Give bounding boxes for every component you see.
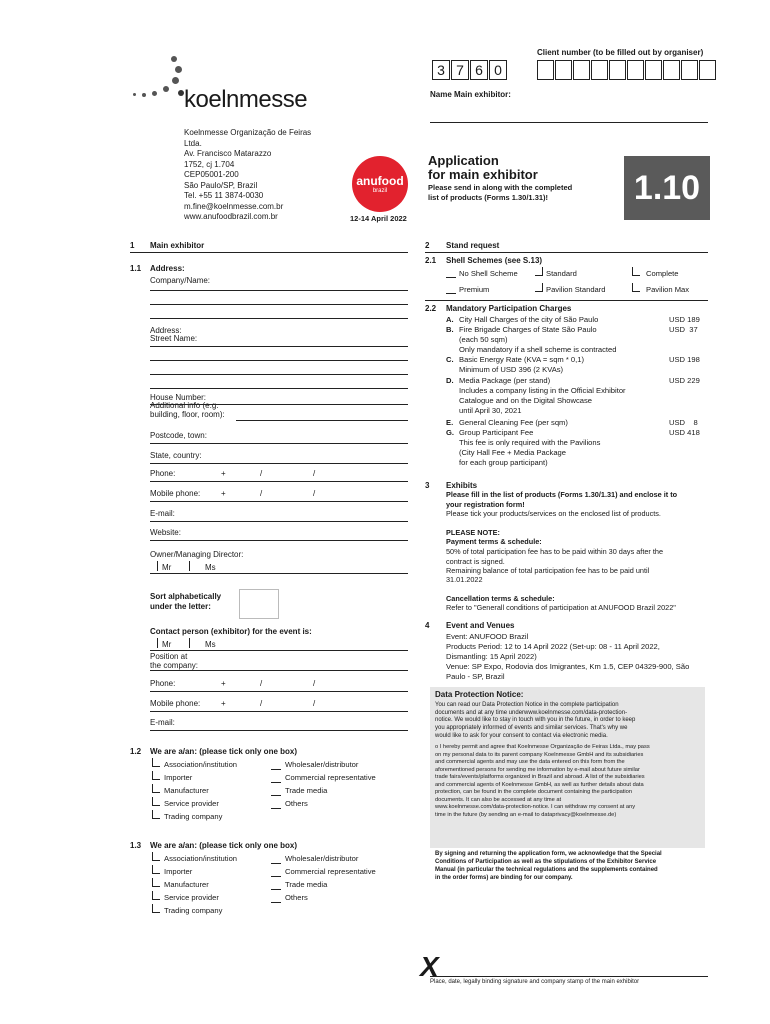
website-label: Website: (150, 528, 181, 537)
association-checkbox[interactable] (152, 852, 160, 861)
section-1-3-title: We are a/an: (please tick only one box) (150, 841, 298, 850)
phone-plus: + (221, 469, 226, 478)
charge-text: Minimum of USD 396 (2 KVAs) (459, 365, 564, 374)
street-field-2[interactable] (150, 360, 408, 361)
postcode-town-field[interactable] (150, 443, 408, 444)
client-number-cell[interactable] (609, 60, 626, 80)
client-number-cell[interactable] (537, 60, 554, 80)
commercial-rep-label: Commercial representative (285, 773, 376, 782)
commercial-rep-checkbox[interactable] (271, 876, 281, 877)
charge-text: Only mandatory if a shell scheme is contracted (459, 345, 617, 354)
street-field-3[interactable] (150, 374, 408, 375)
email-label: E-mail: (150, 509, 175, 518)
pavilion-max-checkbox[interactable] (632, 283, 640, 292)
contact-phone-label: Phone: (150, 679, 176, 688)
service-provider-checkbox[interactable] (152, 797, 160, 806)
ms-checkbox[interactable] (189, 561, 190, 571)
mobile-phone-field[interactable] (150, 501, 408, 502)
form-number-badge: 1.10 (624, 156, 710, 220)
event-dates: 12-14 April 2022 (350, 214, 407, 223)
name-main-exhibitor-line[interactable] (430, 122, 708, 123)
contact-mobile-slash: / (260, 699, 263, 708)
charge-text: Media Package (per stand) (459, 376, 551, 385)
exhibits-instruction-2: your registration form! (446, 500, 525, 509)
additional-info-label: Additional info (e.g. building, floor, room): (150, 401, 225, 419)
charge-text: Catalogue and on the Digital Showcase (459, 396, 592, 405)
charge-letter: G. (446, 428, 455, 437)
trading-company-label: Trading company (164, 906, 223, 915)
charge-text: Group Participant Fee (459, 428, 534, 437)
pavilion-standard-label: Pavilion Standard (546, 285, 606, 294)
manufacturer-checkbox[interactable] (152, 784, 160, 793)
contact-phone-slash: / (260, 679, 263, 688)
position-label: Position at the company: (150, 652, 199, 670)
payment-title: Payment terms & schedule: (446, 537, 542, 546)
trade-media-checkbox[interactable] (271, 795, 281, 796)
street-field-4[interactable] (150, 388, 408, 389)
manufacturer-label: Manufacturer (164, 880, 209, 889)
signature-mark: X (420, 951, 439, 982)
payment-text: contract is signed. (446, 557, 505, 566)
manufacturer-label: Manufacturer (164, 786, 209, 795)
anufood-logo: anufood brazil (352, 156, 408, 212)
wholesaler-label: Wholesaler/distributor (285, 760, 359, 769)
charge-price: USD 418 (669, 428, 700, 437)
contact-phone-field[interactable] (150, 691, 408, 692)
event-line: Products Period: 12 to 14 April 2022 (Set-up: 08 - 11 April 2022, (446, 642, 660, 651)
importer-checkbox[interactable] (152, 771, 160, 780)
charge-price: USD 189 (669, 315, 700, 324)
premium-label: Premium (459, 285, 490, 294)
service-provider-label: Service provider (164, 799, 219, 808)
phone-field[interactable] (150, 481, 408, 482)
charge-letter: E. (446, 418, 454, 427)
state-country-field[interactable] (150, 463, 408, 464)
payment-text: 31.01.2022 (446, 575, 483, 584)
street-field[interactable] (150, 346, 408, 347)
event-venues-title: Event and Venues (446, 621, 515, 630)
service-provider-label: Service provider (164, 893, 219, 902)
trading-company-label: Trading company (164, 812, 223, 821)
importer-label: Importer (164, 867, 193, 876)
charge-text: (City Hall Fee + Media Package (459, 448, 566, 457)
website-field[interactable] (150, 540, 408, 541)
signature-caption: Place, date, legally binding signature and company stamp of the main exhibitor (430, 979, 640, 985)
section-1-number: 1 (130, 241, 135, 250)
client-number-cell[interactable] (663, 60, 680, 80)
association-label: Association/institution (164, 854, 238, 863)
no-shell-checkbox[interactable] (446, 277, 456, 278)
cancellation-title: Cancellation terms & schedule: (446, 594, 555, 603)
service-provider-checkbox[interactable] (152, 891, 160, 900)
charge-price: USD 37 (669, 325, 698, 334)
importer-checkbox[interactable] (152, 865, 160, 874)
address-label-2: Address: (150, 326, 182, 335)
sort-label: Sort alphabetically under the letter: (150, 592, 222, 611)
exhibits-title: Exhibits (446, 481, 478, 490)
phone-slash: / (313, 469, 316, 478)
street-name-label: Street Name: (150, 334, 198, 343)
contact-email-field[interactable] (150, 730, 408, 731)
mobile-slash: / (313, 489, 316, 498)
charge-letter: C. (446, 355, 454, 364)
client-number-cell[interactable] (645, 60, 662, 80)
commercial-rep-checkbox[interactable] (271, 782, 281, 783)
company-name-field[interactable] (150, 290, 408, 291)
section-3-number: 3 (425, 481, 430, 490)
charge-price: USD 198 (669, 355, 700, 364)
trading-company-checkbox[interactable] (152, 904, 160, 913)
wholesaler-checkbox[interactable] (271, 863, 281, 864)
organizer-address: Koelnmesse Organização de Feiras Ltda. Av. Francisco Matarazzo 1752, cj 1.704 CEP05001-200 São Paulo/SP, Brazil Tel. +55 11 3874-0030 m.fine@koelnmesse.com.br www.anufoodbrazil.com.br (184, 128, 312, 221)
charge-text: Fire Brigade Charges of State São Paulo (459, 325, 597, 334)
charge-price: USD 229 (669, 376, 700, 385)
trading-company-checkbox[interactable] (152, 810, 160, 819)
client-number-cell[interactable] (591, 60, 608, 80)
section-2-2-number: 2.2 (425, 304, 437, 313)
postcode-town-label: Postcode, town: (150, 431, 207, 440)
director-field[interactable] (150, 573, 408, 574)
house-number-label: House Number: (150, 393, 207, 402)
section-2-number: 2 (425, 241, 430, 250)
section-2-1-number: 2.1 (425, 256, 437, 265)
others-label: Others (285, 799, 308, 808)
premium-checkbox[interactable] (446, 293, 456, 294)
charge-letter: D. (446, 376, 454, 385)
payment-text: Remaining balance of total participation fee has to be paid until (446, 566, 650, 575)
section-1-title: Main exhibitor (150, 241, 205, 250)
ms-label: Ms (205, 563, 216, 572)
charge-text: General Cleaning Fee (per sqm) (459, 418, 568, 427)
section-1-1-number: 1.1 (130, 264, 142, 273)
contact-mr-label: Mr (162, 640, 172, 649)
consent-text[interactable]: o I hereby permit and agree that Koelnmesse Organização de Feiras Ltda., may pass on my personal data to its parent company Koelnmesse GmbH and its subsidiaries and commercial agents and may use the data entered on this form from the aforementioned persons for sending me information by e-mail about future similar trade fairs/events/platforms organized in Brazil and abroad. A list of the subsidiaries and commercial agents of Koelnmesse GmbH, as well as further details about data protection, can be found in the complete document containing the participation documents. It can also be accessed at any time at www.koelnmesse.com/data-protection-notice. I can withdraw my consent at any time in the future (by sending an e-mail to dataprivacy@koelnmesse.de) (435, 744, 650, 818)
standard-label: Standard (546, 269, 577, 278)
payment-text: 50% of total participation fee has to be paid within 30 days after the (446, 547, 664, 556)
application-title: Application for main exhibitor (428, 153, 538, 182)
additional-info-field[interactable] (236, 420, 408, 421)
section-2-title: Stand request (446, 241, 500, 250)
event-line: Event: ANUFOOD Brazil (446, 632, 529, 641)
association-checkbox[interactable] (152, 758, 160, 767)
contact-mr-checkbox[interactable] (157, 638, 158, 648)
data-protection-panel (430, 687, 705, 848)
others-checkbox[interactable] (271, 808, 281, 809)
divider (425, 252, 708, 253)
client-number-cell[interactable] (573, 60, 590, 80)
wholesaler-checkbox[interactable] (271, 769, 281, 770)
mr-label: Mr (162, 563, 172, 572)
contact-ms-checkbox[interactable] (189, 638, 190, 648)
trade-media-label: Trade media (285, 880, 328, 889)
association-label: Association/institution (164, 760, 238, 769)
house-number-field[interactable] (150, 404, 408, 405)
charge-text: City Hall Charges of the city of São Paulo (459, 315, 599, 324)
mobile-phone-label: Mobile phone: (150, 489, 201, 498)
exhibitor-number-digit: 0 (489, 60, 507, 80)
pavilion-max-label: Pavilion Max (646, 285, 690, 294)
name-main-exhibitor-label: Name Main exhibitor: (430, 90, 511, 99)
section-1-3-number: 1.3 (130, 841, 142, 850)
shell-schemes-title: Shell Schemes (see S.13) (446, 256, 543, 265)
contact-person-label: Contact person (exhibitor) for the event is: (150, 627, 312, 636)
exhibitor-number-digit: 7 (451, 60, 469, 80)
exhibits-instruction: Please fill in the list of products (Forms 1.30/1.31) and enclose it to (446, 490, 678, 499)
complete-label: Complete (646, 269, 679, 278)
standard-checkbox[interactable] (535, 267, 543, 276)
event-line: Paulo - SP, Brazil (446, 672, 505, 681)
importer-label: Importer (164, 773, 193, 782)
logo-wordmark: koelnmesse (184, 86, 308, 113)
commercial-rep-label: Commercial representative (285, 867, 376, 876)
wholesaler-label: Wholesaler/distributor (285, 854, 359, 863)
position-field[interactable] (150, 670, 408, 671)
acknowledgement-text: By signing and returning the application form, we acknowledge that the Special Conditions of Participation as well as the stipulations of the Exhibitor Service Manual (in particular the technical regulations and the supplements contained in the order forms) are binding for our company. (435, 851, 662, 881)
sort-letter-box[interactable] (239, 589, 279, 619)
contact-mobile-plus: + (221, 699, 226, 708)
event-line: Venue: SP Expo, Rodovia dos Imigrantes, Km 1.5, CEP 04329-900, São (446, 662, 690, 671)
contact-name-field[interactable] (150, 650, 408, 651)
charge-price: USD 8 (669, 418, 698, 427)
complete-checkbox[interactable] (632, 267, 640, 276)
contact-mobile-field[interactable] (150, 711, 408, 712)
trade-media-checkbox[interactable] (271, 889, 281, 890)
state-country-label: State, country: (150, 451, 202, 460)
contact-email-label: E-mail: (150, 718, 175, 727)
section-4-number: 4 (425, 621, 430, 630)
no-shell-label: No Shell Scheme (459, 269, 518, 278)
signature-line[interactable] (430, 976, 708, 977)
exhibits-note: Please tick your products/services on the enclosed list of products. (446, 509, 661, 518)
contact-phone-plus: + (221, 679, 226, 688)
charge-letter: A. (446, 315, 454, 324)
data-protection-title: Data Protection Notice: (435, 690, 524, 699)
section-1-2-title: We are a/an: (please tick only one box) (150, 747, 298, 756)
email-field[interactable] (150, 521, 408, 522)
client-number-label: Client number (to be filled out by organiser) (537, 48, 704, 57)
company-name-field-2[interactable] (150, 304, 408, 305)
charge-text: This fee is only required with the Pavilions (459, 438, 601, 447)
phone-label: Phone: (150, 469, 176, 478)
mobile-slash: / (260, 489, 263, 498)
mr-checkbox[interactable] (157, 561, 158, 571)
charge-text: Includes a company listing in the Official Exhibitor (459, 386, 626, 395)
divider (130, 252, 408, 253)
others-label: Others (285, 893, 308, 902)
client-number-cell[interactable] (699, 60, 716, 80)
pavilion-standard-checkbox[interactable] (535, 283, 543, 292)
contact-ms-label: Ms (205, 640, 216, 649)
charges-title: Mandatory Participation Charges (446, 304, 572, 313)
charge-text: Basic Energy Rate (KVA = sqm * 0,1) (459, 355, 584, 364)
others-checkbox[interactable] (271, 902, 281, 903)
company-name-field-3[interactable] (150, 318, 408, 319)
exhibitor-number-digit: 3 (432, 60, 450, 80)
contact-mobile-slash: / (313, 699, 316, 708)
data-protection-text: You can read our Data Protection Notice in the complete participation documents and at any time underwww.koelnmesse.com/data-protection- notice. We would like to stay in touch with you in the future, in order to keep you appropriately informed of events and similar services. That's why we would like to ask for your consent to contact via electronic media. (435, 701, 636, 740)
cancellation-text: Refer to "Generall conditions of participation at ANUFOOD Brazil 2022" (446, 603, 676, 612)
client-number-cell[interactable] (627, 60, 644, 80)
trade-media-label: Trade media (285, 786, 328, 795)
charge-text: until April 30, 2021 (459, 406, 522, 415)
director-label: Owner/Managing Director: (150, 550, 244, 559)
charge-text: for each group participant) (459, 458, 548, 467)
divider (425, 300, 708, 301)
company-name-label: Company/Name: (150, 276, 211, 285)
contact-mobile-label: Mobile phone: (150, 699, 201, 708)
manufacturer-checkbox[interactable] (152, 878, 160, 887)
please-note-title: PLEASE NOTE: (446, 528, 500, 537)
section-1-2-number: 1.2 (130, 747, 142, 756)
event-line: Dismantling: 15 April 2022) (446, 652, 537, 661)
exhibitor-number-digit: 6 (470, 60, 488, 80)
phone-slash: / (260, 469, 263, 478)
send-note: Please send in along with the completed list of products (Forms 1.30/1.31)! (428, 183, 573, 202)
mobile-plus: + (221, 489, 226, 498)
client-number-cell[interactable] (681, 60, 698, 80)
contact-phone-slash: / (313, 679, 316, 688)
charge-text: (each 50 sqm) (459, 335, 508, 344)
charge-letter: B. (446, 325, 454, 334)
address-label: Address: (150, 264, 185, 273)
client-number-cell[interactable] (555, 60, 572, 80)
